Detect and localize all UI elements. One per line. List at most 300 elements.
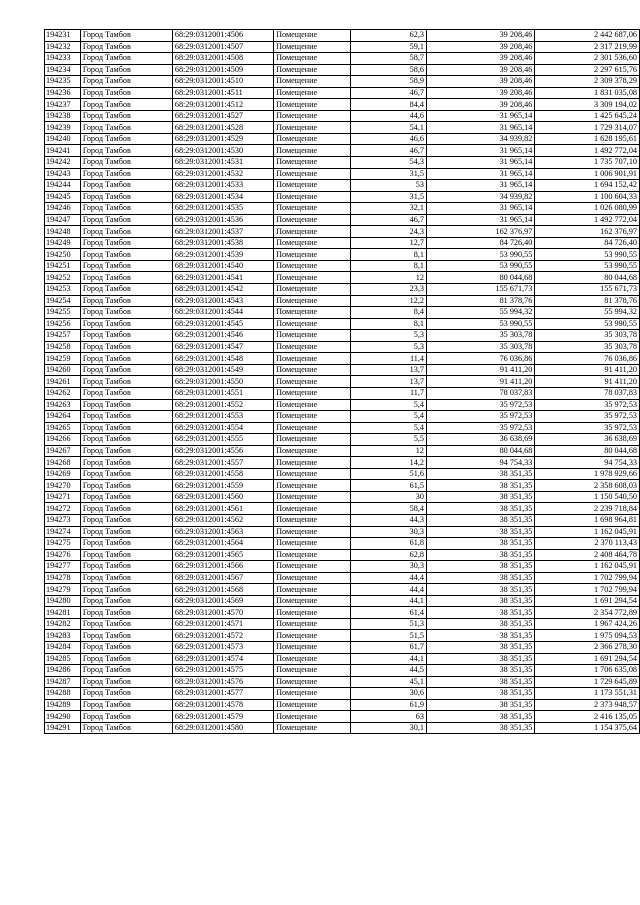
table-row: [45, 607, 640, 619]
table-row: [45, 584, 640, 596]
object-type-cell: Помещение: [274, 203, 351, 215]
area-cell: 61,4: [351, 607, 427, 619]
area-cell: 11,7: [351, 387, 427, 399]
city-cell: Город Тамбов: [80, 641, 172, 653]
object-type-cell: Помещение: [274, 595, 351, 607]
specific-value-cell: 38 351,35: [426, 468, 534, 480]
cadastral-value-cell: 76 036,86: [535, 353, 640, 365]
object-type-cell: Помещение: [274, 387, 351, 399]
cadastral-value-cell: 2 442 687,06: [535, 30, 640, 42]
row-id-cell: 194251: [45, 260, 81, 272]
table-row: [45, 376, 640, 388]
table-row: [45, 665, 640, 677]
area-cell: 8,1: [351, 260, 427, 272]
object-type-cell: Помещение: [274, 457, 351, 469]
area-cell: 23,3: [351, 284, 427, 296]
row-id-cell: 194257: [45, 330, 81, 342]
specific-value-cell: 38 351,35: [426, 480, 534, 492]
cadastral-value-cell: 2 358 608,03: [535, 480, 640, 492]
table-row: [45, 168, 640, 180]
table-row: [45, 30, 640, 42]
city-cell: Город Тамбов: [80, 618, 172, 630]
table-row: [45, 284, 640, 296]
specific-value-cell: 38 351,35: [426, 653, 534, 665]
specific-value-cell: 53 990,55: [426, 249, 534, 261]
row-id-cell: 194262: [45, 387, 81, 399]
specific-value-cell: 31 965,14: [426, 145, 534, 157]
object-type-cell: Помещение: [274, 110, 351, 122]
cadastral-number-cell: 68:29:0312001:4578: [172, 699, 273, 711]
row-id-cell: 194249: [45, 237, 81, 249]
specific-value-cell: 91 411,20: [426, 364, 534, 376]
row-id-cell: 194252: [45, 272, 81, 284]
cadastral-number-cell: 68:29:0312001:4536: [172, 214, 273, 226]
table-row: [45, 191, 640, 203]
area-cell: 30,6: [351, 688, 427, 700]
city-cell: Город Тамбов: [80, 549, 172, 561]
area-cell: 61,8: [351, 538, 427, 550]
cadastral-value-cell: 1 702 799,94: [535, 572, 640, 584]
city-cell: Город Тамбов: [80, 538, 172, 550]
cadastral-number-cell: 68:29:0312001:4574: [172, 653, 273, 665]
object-type-cell: Помещение: [274, 41, 351, 53]
object-type-cell: Помещение: [274, 191, 351, 203]
row-id-cell: 194274: [45, 526, 81, 538]
object-type-cell: Помещение: [274, 364, 351, 376]
cadastral-value-cell: 1 694 152,42: [535, 180, 640, 192]
cadastral-value-cell: 55 994,32: [535, 307, 640, 319]
specific-value-cell: 38 351,35: [426, 711, 534, 723]
cadastral-value-cell: 1 492 772,04: [535, 145, 640, 157]
table-row: [45, 538, 640, 550]
table-row: [45, 468, 640, 480]
city-cell: Город Тамбов: [80, 30, 172, 42]
object-type-cell: Помещение: [274, 226, 351, 238]
cadastral-value-cell: 1 006 901,91: [535, 168, 640, 180]
specific-value-cell: 38 351,35: [426, 699, 534, 711]
area-cell: 31,5: [351, 168, 427, 180]
cadastral-value-cell: 1 150 540,50: [535, 491, 640, 503]
cadastral-value-cell: 1 691 294,54: [535, 653, 640, 665]
table-row: [45, 653, 640, 665]
cadastral-value-cell: 2 317 219,99: [535, 41, 640, 53]
area-cell: 58,4: [351, 503, 427, 515]
row-id-cell: 194284: [45, 641, 81, 653]
table-row: [45, 561, 640, 573]
object-type-cell: Помещение: [274, 722, 351, 734]
cadastral-value-cell: 2 297 615,76: [535, 64, 640, 76]
table-row: [45, 353, 640, 365]
city-cell: Город Тамбов: [80, 53, 172, 65]
object-type-cell: Помещение: [274, 503, 351, 515]
cadastral-value-cell: 94 754,33: [535, 457, 640, 469]
table-body: [45, 30, 640, 734]
city-cell: Город Тамбов: [80, 607, 172, 619]
row-id-cell: 194287: [45, 676, 81, 688]
object-type-cell: Помещение: [274, 641, 351, 653]
city-cell: Город Тамбов: [80, 676, 172, 688]
cadastral-value-cell: 2 309 378,29: [535, 76, 640, 88]
table-row: [45, 411, 640, 423]
cadastral-value-cell: 1 162 045,91: [535, 526, 640, 538]
object-type-cell: Помещение: [274, 561, 351, 573]
row-id-cell: 194255: [45, 307, 81, 319]
area-cell: 63: [351, 711, 427, 723]
city-cell: Город Тамбов: [80, 399, 172, 411]
cadastral-number-cell: 68:29:0312001:4580: [172, 722, 273, 734]
area-cell: 44,6: [351, 110, 427, 122]
object-type-cell: Помещение: [274, 630, 351, 642]
area-cell: 61,5: [351, 480, 427, 492]
object-type-cell: Помещение: [274, 676, 351, 688]
object-type-cell: Помещение: [274, 491, 351, 503]
table-row: [45, 341, 640, 353]
object-type-cell: Помещение: [274, 526, 351, 538]
table-row: [45, 41, 640, 53]
cadastral-number-cell: 68:29:0312001:4534: [172, 191, 273, 203]
city-cell: Город Тамбов: [80, 191, 172, 203]
specific-value-cell: 84 726,40: [426, 237, 534, 249]
city-cell: Город Тамбов: [80, 584, 172, 596]
object-type-cell: Помещение: [274, 214, 351, 226]
cadastral-number-cell: 68:29:0312001:4507: [172, 41, 273, 53]
city-cell: Город Тамбов: [80, 133, 172, 145]
city-cell: Город Тамбов: [80, 457, 172, 469]
cadastral-value-cell: 80 044,68: [535, 445, 640, 457]
cadastral-value-cell: 91 411,20: [535, 376, 640, 388]
row-id-cell: 194236: [45, 87, 81, 99]
city-cell: Город Тамбов: [80, 411, 172, 423]
row-id-cell: 194240: [45, 133, 81, 145]
object-type-cell: Помещение: [274, 353, 351, 365]
row-id-cell: 194279: [45, 584, 81, 596]
city-cell: Город Тамбов: [80, 41, 172, 53]
city-cell: Город Тамбов: [80, 168, 172, 180]
city-cell: Город Тамбов: [80, 665, 172, 677]
area-cell: 61,7: [351, 641, 427, 653]
cadastral-value-cell: 1 735 707,10: [535, 157, 640, 169]
cadastral-value-cell: 2 373 948,57: [535, 699, 640, 711]
specific-value-cell: 35 303,78: [426, 330, 534, 342]
cadastral-number-cell: 68:29:0312001:4568: [172, 584, 273, 596]
specific-value-cell: 55 994,32: [426, 307, 534, 319]
table-row: [45, 630, 640, 642]
cadastral-number-cell: 68:29:0312001:4556: [172, 445, 273, 457]
specific-value-cell: 78 037,83: [426, 387, 534, 399]
table-row: [45, 318, 640, 330]
cadastral-value-cell: 91 411,20: [535, 364, 640, 376]
city-cell: Город Тамбов: [80, 572, 172, 584]
specific-value-cell: 35 303,78: [426, 341, 534, 353]
table-row: [45, 595, 640, 607]
cadastral-value-cell: 1 162 045,91: [535, 561, 640, 573]
object-type-cell: Помещение: [274, 272, 351, 284]
row-id-cell: 194247: [45, 214, 81, 226]
specific-value-cell: 76 036,86: [426, 353, 534, 365]
row-id-cell: 194259: [45, 353, 81, 365]
cadastral-number-cell: 68:29:0312001:4572: [172, 630, 273, 642]
specific-value-cell: 35 972,53: [426, 422, 534, 434]
table-row: [45, 99, 640, 111]
city-cell: Город Тамбов: [80, 249, 172, 261]
cadastral-value-cell: 3 309 194,02: [535, 99, 640, 111]
row-id-cell: 194289: [45, 699, 81, 711]
specific-value-cell: 34 939,82: [426, 133, 534, 145]
row-id-cell: 194243: [45, 168, 81, 180]
row-id-cell: 194253: [45, 284, 81, 296]
specific-value-cell: 35 972,53: [426, 399, 534, 411]
city-cell: Город Тамбов: [80, 295, 172, 307]
specific-value-cell: 31 965,14: [426, 214, 534, 226]
city-cell: Город Тамбов: [80, 260, 172, 272]
area-cell: 46,7: [351, 145, 427, 157]
object-type-cell: Помещение: [274, 653, 351, 665]
city-cell: Город Тамбов: [80, 434, 172, 446]
table-row: [45, 514, 640, 526]
cadastral-number-cell: 68:29:0312001:4539: [172, 249, 273, 261]
area-cell: 8,1: [351, 249, 427, 261]
specific-value-cell: 38 351,35: [426, 538, 534, 550]
row-id-cell: 194276: [45, 549, 81, 561]
specific-value-cell: 35 972,53: [426, 411, 534, 423]
area-cell: 54,1: [351, 122, 427, 134]
cadastral-value-cell: 84 726,40: [535, 237, 640, 249]
row-id-cell: 194245: [45, 191, 81, 203]
area-cell: 31,5: [351, 191, 427, 203]
area-cell: 30,3: [351, 561, 427, 573]
object-type-cell: Помещение: [274, 514, 351, 526]
object-type-cell: Помещение: [274, 618, 351, 630]
cadastral-value-cell: 35 972,53: [535, 399, 640, 411]
city-cell: Город Тамбов: [80, 272, 172, 284]
specific-value-cell: 155 671,73: [426, 284, 534, 296]
cadastral-value-cell: 2 366 278,30: [535, 641, 640, 653]
area-cell: 12,7: [351, 237, 427, 249]
specific-value-cell: 91 411,20: [426, 376, 534, 388]
area-cell: 5,4: [351, 411, 427, 423]
cadastral-number-cell: 68:29:0312001:4512: [172, 99, 273, 111]
city-cell: Город Тамбов: [80, 307, 172, 319]
cadastral-value-cell: 1 100 604,33: [535, 191, 640, 203]
table-row: [45, 53, 640, 65]
city-cell: Город Тамбов: [80, 318, 172, 330]
row-id-cell: 194265: [45, 422, 81, 434]
object-type-cell: Помещение: [274, 237, 351, 249]
city-cell: Город Тамбов: [80, 699, 172, 711]
object-type-cell: Помещение: [274, 422, 351, 434]
specific-value-cell: 36 638,69: [426, 434, 534, 446]
area-cell: 53: [351, 180, 427, 192]
object-type-cell: Помещение: [274, 549, 351, 561]
area-cell: 58,6: [351, 64, 427, 76]
city-cell: Город Тамбов: [80, 226, 172, 238]
cadastral-number-cell: 68:29:0312001:4571: [172, 618, 273, 630]
object-type-cell: Помещение: [274, 607, 351, 619]
table-row: [45, 122, 640, 134]
object-type-cell: Помещение: [274, 480, 351, 492]
city-cell: Город Тамбов: [80, 688, 172, 700]
cadastral-number-cell: 68:29:0312001:4577: [172, 688, 273, 700]
area-cell: 11,4: [351, 353, 427, 365]
table-row: [45, 364, 640, 376]
city-cell: Город Тамбов: [80, 561, 172, 573]
cadastral-value-cell: 1 702 799,94: [535, 584, 640, 596]
cadastral-number-cell: 68:29:0312001:4533: [172, 180, 273, 192]
row-id-cell: 194241: [45, 145, 81, 157]
cadastral-value-cell: 155 671,73: [535, 284, 640, 296]
table-row: [45, 641, 640, 653]
row-id-cell: 194233: [45, 53, 81, 65]
table-row: [45, 180, 640, 192]
table-row: [45, 699, 640, 711]
city-cell: Город Тамбов: [80, 722, 172, 734]
object-type-cell: Помещение: [274, 249, 351, 261]
cadastral-number-cell: 68:29:0312001:4555: [172, 434, 273, 446]
specific-value-cell: 38 351,35: [426, 607, 534, 619]
table-row: [45, 249, 640, 261]
area-cell: 12: [351, 445, 427, 457]
row-id-cell: 194272: [45, 503, 81, 515]
area-cell: 14,2: [351, 457, 427, 469]
row-id-cell: 194256: [45, 318, 81, 330]
cadastral-number-cell: 68:29:0312001:4569: [172, 595, 273, 607]
cadastral-value-cell: 78 037,83: [535, 387, 640, 399]
object-type-cell: Помещение: [274, 665, 351, 677]
cadastral-number-cell: 68:29:0312001:4537: [172, 226, 273, 238]
city-cell: Город Тамбов: [80, 157, 172, 169]
specific-value-cell: 53 990,55: [426, 318, 534, 330]
cadastral-value-cell: 1 729 314,07: [535, 122, 640, 134]
specific-value-cell: 31 965,14: [426, 203, 534, 215]
table-row: [45, 480, 640, 492]
area-cell: 44,1: [351, 595, 427, 607]
specific-value-cell: 39 208,46: [426, 87, 534, 99]
specific-value-cell: 39 208,46: [426, 76, 534, 88]
specific-value-cell: 38 351,35: [426, 526, 534, 538]
specific-value-cell: 38 351,35: [426, 561, 534, 573]
city-cell: Город Тамбов: [80, 526, 172, 538]
object-type-cell: Помещение: [274, 584, 351, 596]
specific-value-cell: 39 208,46: [426, 41, 534, 53]
object-type-cell: Помещение: [274, 468, 351, 480]
specific-value-cell: 39 208,46: [426, 99, 534, 111]
row-id-cell: 194258: [45, 341, 81, 353]
specific-value-cell: 34 939,82: [426, 191, 534, 203]
area-cell: 8,4: [351, 307, 427, 319]
cadastral-value-cell: 81 378,76: [535, 295, 640, 307]
cadastral-value-cell: 1 706 635,08: [535, 665, 640, 677]
row-id-cell: 194242: [45, 157, 81, 169]
area-cell: 5,5: [351, 434, 427, 446]
object-type-cell: Помещение: [274, 699, 351, 711]
area-cell: 30,1: [351, 722, 427, 734]
table-row: [45, 157, 640, 169]
city-cell: Город Тамбов: [80, 330, 172, 342]
object-type-cell: Помещение: [274, 64, 351, 76]
area-cell: 62,8: [351, 549, 427, 561]
object-type-cell: Помещение: [274, 538, 351, 550]
cadastral-value-cell: 1 628 195,61: [535, 133, 640, 145]
city-cell: Город Тамбов: [80, 122, 172, 134]
object-type-cell: Помещение: [274, 307, 351, 319]
row-id-cell: 194261: [45, 376, 81, 388]
object-type-cell: Помещение: [274, 376, 351, 388]
table-row: [45, 676, 640, 688]
cadastral-value-cell: 36 638,69: [535, 434, 640, 446]
object-type-cell: Помещение: [274, 284, 351, 296]
cadastral-number-cell: 68:29:0312001:4535: [172, 203, 273, 215]
specific-value-cell: 38 351,35: [426, 618, 534, 630]
row-id-cell: 194250: [45, 249, 81, 261]
city-cell: Город Тамбов: [80, 145, 172, 157]
city-cell: Город Тамбов: [80, 237, 172, 249]
cadastral-value-cell: 1 173 551,31: [535, 688, 640, 700]
city-cell: Город Тамбов: [80, 480, 172, 492]
specific-value-cell: 80 044,68: [426, 272, 534, 284]
cadastral-number-cell: 68:29:0312001:4552: [172, 399, 273, 411]
object-type-cell: Помещение: [274, 341, 351, 353]
city-cell: Город Тамбов: [80, 180, 172, 192]
cadastral-number-cell: 68:29:0312001:4566: [172, 561, 273, 573]
area-cell: 59,1: [351, 41, 427, 53]
cadastral-value-cell: 2 370 113,43: [535, 538, 640, 550]
specific-value-cell: 31 965,14: [426, 168, 534, 180]
area-cell: 44,5: [351, 665, 427, 677]
table-row: [45, 76, 640, 88]
cadastral-number-cell: 68:29:0312001:4570: [172, 607, 273, 619]
table-row: [45, 87, 640, 99]
object-type-cell: Помещение: [274, 295, 351, 307]
specific-value-cell: 38 351,35: [426, 584, 534, 596]
table-row: [45, 307, 640, 319]
area-cell: 54,3: [351, 157, 427, 169]
cadastral-value-cell: 2 416 135,05: [535, 711, 640, 723]
city-cell: Город Тамбов: [80, 110, 172, 122]
specific-value-cell: 39 208,46: [426, 64, 534, 76]
object-type-cell: Помещение: [274, 434, 351, 446]
city-cell: Город Тамбов: [80, 87, 172, 99]
specific-value-cell: 38 351,35: [426, 549, 534, 561]
specific-value-cell: 31 965,14: [426, 157, 534, 169]
specific-value-cell: 31 965,14: [426, 110, 534, 122]
area-cell: 30,3: [351, 526, 427, 538]
cadastral-value-cell: 53 990,55: [535, 318, 640, 330]
object-type-cell: Помещение: [274, 411, 351, 423]
row-id-cell: 194237: [45, 99, 81, 111]
row-id-cell: 194267: [45, 445, 81, 457]
row-id-cell: 194238: [45, 110, 81, 122]
cadastral-number-cell: 68:29:0312001:4557: [172, 457, 273, 469]
object-type-cell: Помещение: [274, 180, 351, 192]
row-id-cell: 194282: [45, 618, 81, 630]
cadastral-number-cell: 68:29:0312001:4558: [172, 468, 273, 480]
cadastral-number-cell: 68:29:0312001:4564: [172, 538, 273, 550]
cadastral-value-cell: 80 044,68: [535, 272, 640, 284]
cadastral-number-cell: 68:29:0312001:4550: [172, 376, 273, 388]
city-cell: Город Тамбов: [80, 514, 172, 526]
table-row: [45, 237, 640, 249]
cadastral-number-cell: 68:29:0312001:4576: [172, 676, 273, 688]
cadastral-number-cell: 68:29:0312001:4543: [172, 295, 273, 307]
specific-value-cell: 53 990,55: [426, 260, 534, 272]
table-row: [45, 110, 640, 122]
table-row: [45, 64, 640, 76]
cadastral-value-cell: 1 978 929,66: [535, 468, 640, 480]
object-type-cell: Помещение: [274, 157, 351, 169]
area-cell: 46,7: [351, 214, 427, 226]
object-type-cell: Помещение: [274, 445, 351, 457]
object-type-cell: Помещение: [274, 399, 351, 411]
